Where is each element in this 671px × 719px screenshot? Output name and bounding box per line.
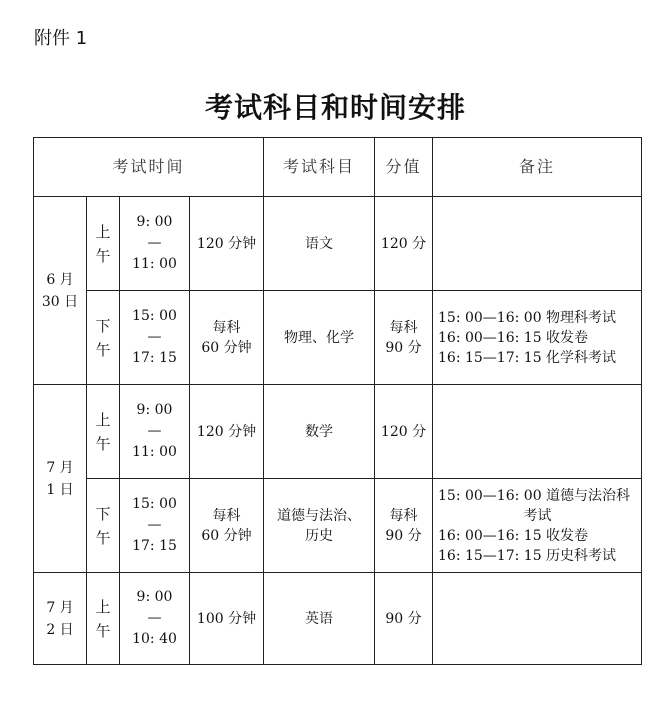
date-cell xyxy=(34,385,87,573)
subject-cell xyxy=(264,291,375,385)
end-time: 11: 00 xyxy=(132,444,177,460)
time-dash: — xyxy=(147,423,162,439)
time-dash: — xyxy=(147,235,162,251)
time-dash: — xyxy=(147,610,162,626)
period-cell xyxy=(87,197,120,291)
time-cell xyxy=(120,479,190,573)
note-line: 16: 15—17: 15 化学科考试 xyxy=(438,349,617,366)
note-line: 15: 00—16: 00 物理科考试 xyxy=(438,309,617,326)
duration-cell xyxy=(190,479,264,573)
score-cell xyxy=(375,197,433,291)
end-time: 17: 15 xyxy=(132,538,177,554)
date-cell xyxy=(34,573,87,665)
score-text: 120 分 xyxy=(380,235,427,252)
subject-cell xyxy=(264,479,375,573)
period-text: 午 xyxy=(95,621,111,640)
header-time: 考试时间 xyxy=(34,138,264,197)
period-cell xyxy=(87,291,120,385)
table-row xyxy=(34,479,642,573)
subject-text: 物理、化学 xyxy=(284,329,355,346)
table-row xyxy=(34,573,642,665)
period-text: 午 xyxy=(95,340,111,359)
end-time: 11: 00 xyxy=(132,256,177,272)
exam-schedule-table xyxy=(33,137,642,665)
score-text: 120 分 xyxy=(380,423,427,440)
table-row xyxy=(34,291,642,385)
attachment-label: 附件 1 xyxy=(34,28,88,49)
start-time: 9: 00 xyxy=(136,214,173,230)
start-time: 9: 00 xyxy=(136,589,173,605)
score-text: 每科 xyxy=(389,319,418,336)
header-score: 分值 xyxy=(375,138,433,197)
score-cell xyxy=(375,385,433,479)
header-row xyxy=(34,138,642,197)
date-month: 7 月 xyxy=(46,459,74,476)
duration-cell xyxy=(190,197,264,291)
header-notes: 备注 xyxy=(433,138,642,197)
note-line: 16: 00—16: 15 收发卷 xyxy=(438,527,589,544)
table-row xyxy=(34,385,642,479)
period-cell xyxy=(87,479,120,573)
time-cell xyxy=(120,573,190,665)
duration-text: 60 分钟 xyxy=(201,527,252,544)
notes-cell xyxy=(433,197,642,291)
score-text: 90 分 xyxy=(385,339,422,356)
duration-text: 每科 xyxy=(212,319,241,336)
period-cell xyxy=(87,385,120,479)
note-line: 16: 00—16: 15 收发卷 xyxy=(438,329,589,346)
duration-text: 60 分钟 xyxy=(201,339,252,356)
duration-cell xyxy=(190,385,264,479)
subject-cell xyxy=(264,385,375,479)
period-text: 下 xyxy=(95,316,111,335)
score-cell xyxy=(375,479,433,573)
notes-cell xyxy=(433,573,642,665)
duration-text: 120 分钟 xyxy=(196,235,257,252)
date-cell xyxy=(34,197,87,385)
date-day: 30 日 xyxy=(41,293,79,310)
subject-cell xyxy=(264,197,375,291)
start-time: 15: 00 xyxy=(132,496,177,512)
subject-text: 数学 xyxy=(305,423,334,440)
page-title: 考试科目和时间安排 xyxy=(204,91,466,124)
score-cell xyxy=(375,573,433,665)
note-line: 16: 15—17: 15 历史科考试 xyxy=(438,547,617,564)
start-time: 15: 00 xyxy=(132,308,177,324)
score-text: 90 分 xyxy=(385,527,422,544)
subject-text: 英语 xyxy=(305,610,334,627)
duration-text: 100 分钟 xyxy=(196,610,257,627)
time-cell xyxy=(120,291,190,385)
table-row xyxy=(34,197,642,291)
subject-text: 道德与法治、 xyxy=(277,507,362,524)
date-month: 6 月 xyxy=(46,271,74,288)
start-time: 9: 00 xyxy=(136,402,173,418)
date-month: 7 月 xyxy=(46,599,74,616)
duration-text: 120 分钟 xyxy=(196,423,257,440)
header-subject: 考试科目 xyxy=(264,138,375,197)
note-line: 15: 00—16: 00 道德与法治科 xyxy=(438,487,631,504)
time-cell xyxy=(120,385,190,479)
time-dash: — xyxy=(147,517,162,533)
notes-cell xyxy=(433,291,642,385)
period-text: 上 xyxy=(95,597,111,616)
score-text: 90 分 xyxy=(385,610,422,627)
period-cell xyxy=(87,573,120,665)
period-text: 上 xyxy=(95,222,111,241)
notes-cell xyxy=(433,385,642,479)
duration-text: 每科 xyxy=(212,507,241,524)
end-time: 10: 40 xyxy=(132,631,177,647)
period-text: 午 xyxy=(95,246,111,265)
score-text: 每科 xyxy=(389,507,418,524)
date-day: 2 日 xyxy=(46,621,74,638)
subject-text: 语文 xyxy=(305,235,334,252)
time-cell xyxy=(120,197,190,291)
period-text: 午 xyxy=(95,434,111,453)
end-time: 17: 15 xyxy=(132,350,177,366)
date-day: 1 日 xyxy=(46,481,74,498)
period-text: 上 xyxy=(95,410,111,429)
subject-text: 历史 xyxy=(305,527,334,544)
subject-cell xyxy=(264,573,375,665)
score-cell xyxy=(375,291,433,385)
period-text: 下 xyxy=(95,504,111,523)
duration-cell xyxy=(190,573,264,665)
time-dash: — xyxy=(147,329,162,345)
notes-cell xyxy=(433,479,642,573)
note-line: 考试 xyxy=(523,507,552,524)
duration-cell xyxy=(190,291,264,385)
period-text: 午 xyxy=(95,528,111,547)
